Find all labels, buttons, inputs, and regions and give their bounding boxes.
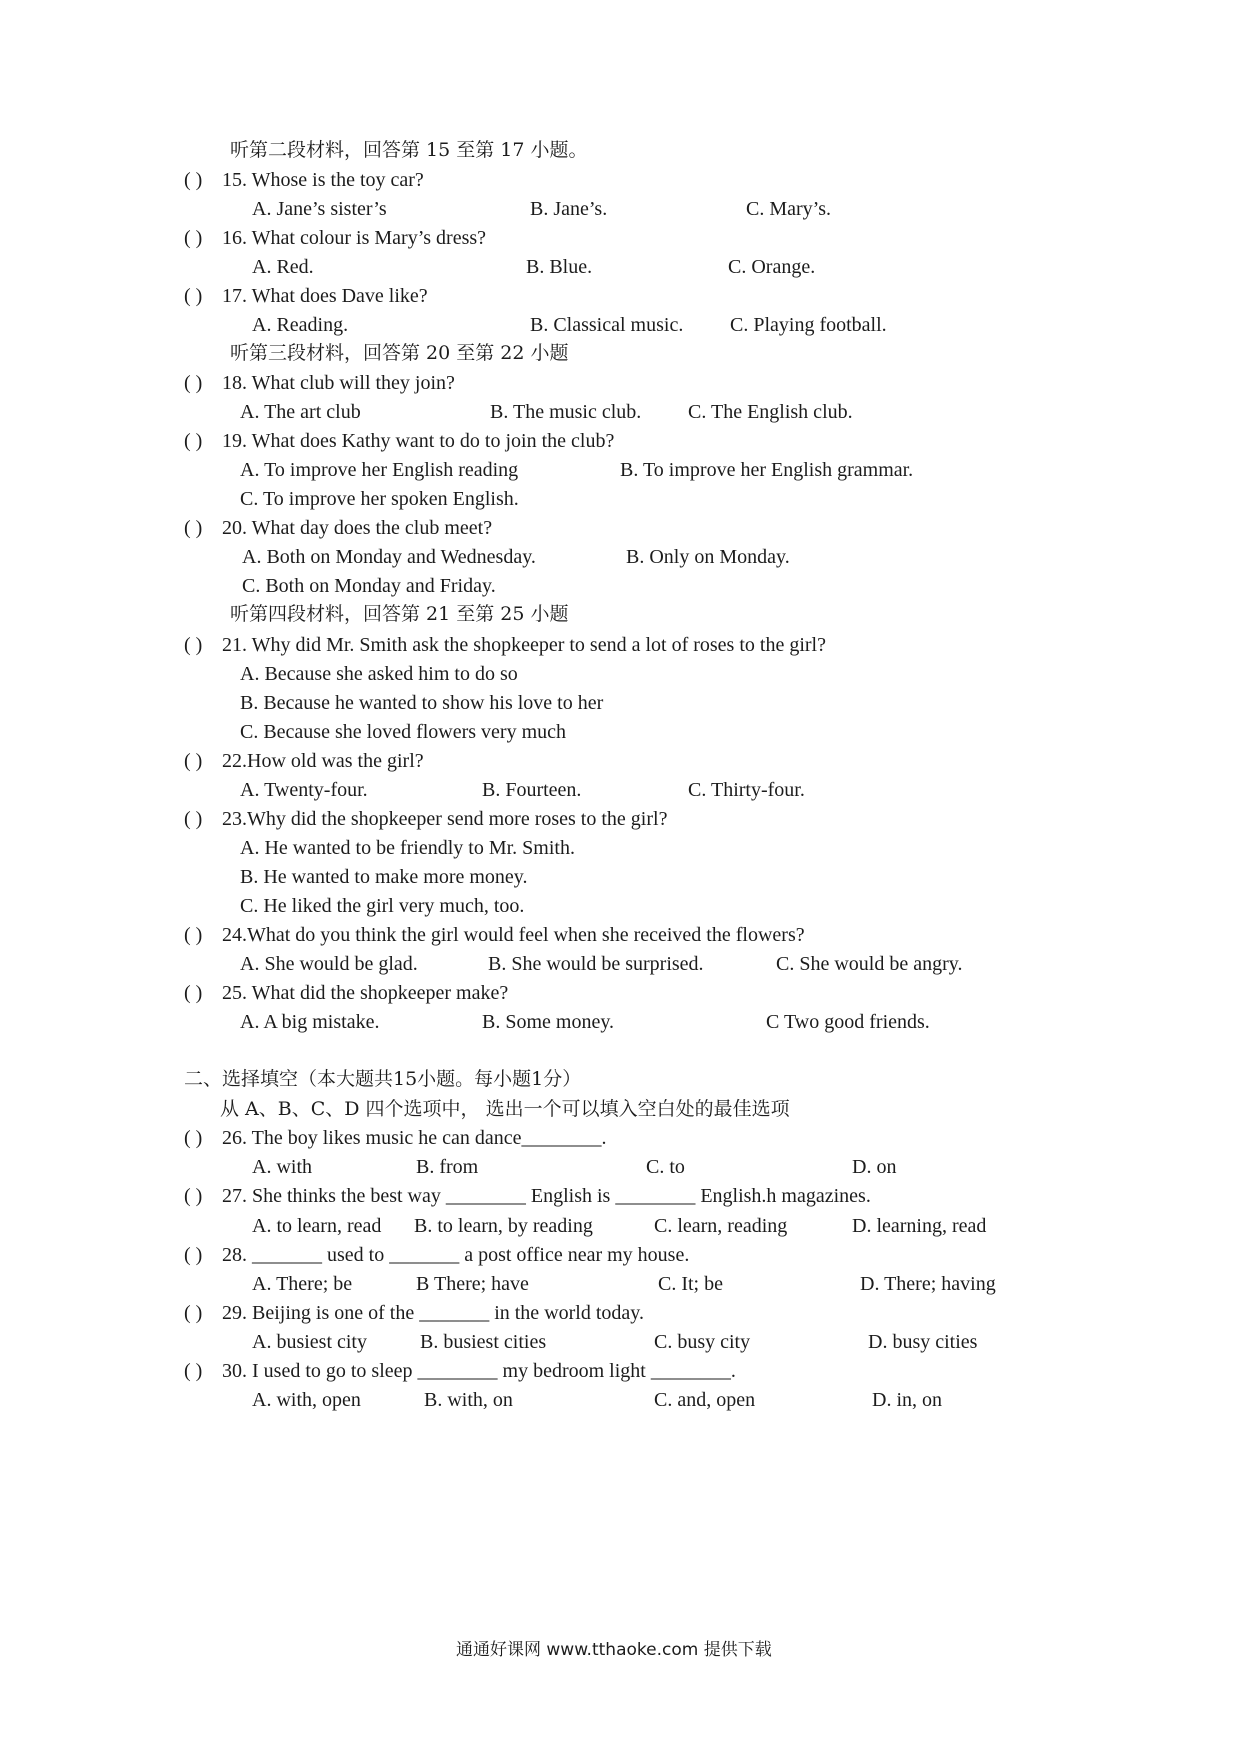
option-b: B. Fourteen. bbox=[482, 779, 582, 801]
question-text: 27. She thinks the best way ________ English is ________ English.h magazines. bbox=[222, 1185, 871, 1207]
section-heading-part3 bbox=[0, 338, 1240, 368]
option-a: A. Reading. bbox=[252, 314, 349, 336]
part2-title bbox=[0, 1064, 1240, 1094]
option-a: A. Jane’s sister’s bbox=[252, 198, 387, 220]
options-row bbox=[0, 484, 1240, 514]
options-row bbox=[0, 833, 1240, 863]
section-heading-part4 bbox=[0, 599, 1240, 629]
question-text: 23.Why did the shopkeeper send more roses to the girl? bbox=[222, 808, 668, 830]
option-b: B. Because he wanted to show his love to her bbox=[240, 692, 604, 714]
options-row bbox=[0, 571, 1240, 601]
footer-text: 通通好课网 www.tthaoke.com 提供下载 bbox=[456, 1640, 772, 1660]
option-a: A. There; be bbox=[252, 1273, 353, 1295]
option-b: B. To improve her English grammar. bbox=[620, 459, 914, 481]
question-row bbox=[0, 368, 1240, 398]
option-c: C. To improve her spoken English. bbox=[240, 488, 519, 510]
question-row bbox=[0, 920, 1240, 950]
options-row bbox=[0, 1152, 1240, 1182]
option-b: B. with, on bbox=[424, 1389, 513, 1411]
question-row bbox=[0, 1298, 1240, 1328]
option-b: B. He wanted to make more money. bbox=[240, 866, 528, 888]
options-row bbox=[0, 688, 1240, 718]
option-a: A. She would be glad. bbox=[240, 953, 418, 975]
option-a: A. Twenty-four. bbox=[240, 779, 368, 801]
options-row bbox=[0, 949, 1240, 979]
option-b: B. busiest cities bbox=[420, 1331, 547, 1353]
option-b: B. Only on Monday. bbox=[626, 546, 790, 568]
question-text: 19. What does Kathy want to do to join the club? bbox=[222, 430, 615, 452]
option-c: C. Orange. bbox=[728, 256, 816, 278]
question-row bbox=[0, 978, 1240, 1008]
option-c: C. learn, reading bbox=[654, 1215, 788, 1237]
answer-blank[interactable]: ( ) bbox=[184, 285, 203, 307]
answer-blank[interactable]: ( ) bbox=[184, 750, 203, 772]
options-row bbox=[0, 252, 1240, 282]
option-a: A. with, open bbox=[252, 1389, 361, 1411]
answer-blank[interactable]: ( ) bbox=[184, 227, 203, 249]
option-c: C. She would be angry. bbox=[776, 953, 963, 975]
options-row bbox=[0, 194, 1240, 224]
option-a: A. He wanted to be friendly to Mr. Smith. bbox=[240, 837, 575, 859]
question-text: 24.What do you think the girl would feel when she received the flowers? bbox=[222, 924, 805, 946]
option-b: B There; have bbox=[416, 1273, 529, 1295]
answer-blank[interactable]: ( ) bbox=[184, 1127, 203, 1149]
question-row bbox=[0, 513, 1240, 543]
option-a: A. with bbox=[252, 1156, 312, 1178]
question-text: 15. Whose is the toy car? bbox=[222, 169, 424, 191]
question-row bbox=[0, 746, 1240, 776]
option-c: C. It; be bbox=[658, 1273, 723, 1295]
option-c: C. Playing football. bbox=[730, 314, 887, 336]
option-d: D. on bbox=[852, 1156, 897, 1178]
option-a: A. A big mistake. bbox=[240, 1011, 380, 1033]
options-row bbox=[0, 891, 1240, 921]
options-row bbox=[0, 717, 1240, 747]
answer-blank[interactable]: ( ) bbox=[184, 169, 203, 191]
option-d: D. There; having bbox=[860, 1273, 996, 1295]
question-row bbox=[0, 223, 1240, 253]
option-b: B. Classical music. bbox=[530, 314, 684, 336]
options-row bbox=[0, 1385, 1240, 1415]
question-text: 16. What colour is Mary’s dress? bbox=[222, 227, 487, 249]
options-row bbox=[0, 397, 1240, 427]
option-c: C. and, open bbox=[654, 1389, 756, 1411]
options-row bbox=[0, 659, 1240, 689]
question-text: 28. _______ used to _______ a post office near my house. bbox=[222, 1244, 690, 1266]
option-d: D. busy cities bbox=[868, 1331, 978, 1353]
option-b: B. Some money. bbox=[482, 1011, 615, 1033]
option-a: A. The art club bbox=[240, 401, 361, 423]
question-row bbox=[0, 630, 1240, 660]
question-text: 22.How old was the girl? bbox=[222, 750, 424, 772]
question-row bbox=[0, 804, 1240, 834]
answer-blank[interactable]: ( ) bbox=[184, 982, 203, 1004]
page-footer bbox=[0, 1635, 1240, 1665]
option-a: A. Both on Monday and Wednesday. bbox=[242, 546, 536, 568]
option-c: C. busy city bbox=[654, 1331, 751, 1353]
option-c: C Two good friends. bbox=[766, 1011, 930, 1033]
question-text: 25. What did the shopkeeper make? bbox=[222, 982, 509, 1004]
answer-blank[interactable]: ( ) bbox=[184, 1302, 203, 1324]
option-b: B. She would be surprised. bbox=[488, 953, 704, 975]
part2-instructions-text: 从 A、B、C、D 四个选项中， 选出一个可以填入空白处的最佳选项 bbox=[220, 1098, 790, 1120]
option-c: C. The English club. bbox=[688, 401, 853, 423]
options-row bbox=[0, 542, 1240, 572]
option-b: B. to learn, by reading bbox=[414, 1215, 593, 1237]
options-row bbox=[0, 1007, 1240, 1037]
answer-blank[interactable]: ( ) bbox=[184, 1244, 203, 1266]
answer-blank[interactable]: ( ) bbox=[184, 808, 203, 830]
question-row bbox=[0, 1181, 1240, 1211]
section-heading-part2 bbox=[0, 135, 1240, 165]
option-a: A. Because she asked him to do so bbox=[240, 663, 518, 685]
option-c: C. to bbox=[646, 1156, 685, 1178]
question-row bbox=[0, 426, 1240, 456]
option-a: A. Red. bbox=[252, 256, 314, 278]
question-text: 21. Why did Mr. Smith ask the shopkeeper to send a lot of roses to the girl? bbox=[222, 634, 826, 656]
options-row bbox=[0, 1211, 1240, 1241]
options-row bbox=[0, 455, 1240, 485]
part2-instructions bbox=[0, 1094, 1240, 1124]
section-heading-text: 听第三段材料，回答第 20 至第 22 小题 bbox=[230, 342, 569, 364]
section-heading-text: 听第二段材料，回答第 15 至第 17 小题。 bbox=[230, 139, 588, 161]
option-c: C. Both on Monday and Friday. bbox=[242, 575, 496, 597]
options-row bbox=[0, 862, 1240, 892]
question-row bbox=[0, 281, 1240, 311]
option-a: A. to learn, read bbox=[252, 1215, 382, 1237]
part2-title-text: 二、选择填空（本大题共15小题。每小题1分） bbox=[184, 1068, 582, 1090]
option-b: B. from bbox=[416, 1156, 479, 1178]
question-text: 18. What club will they join? bbox=[222, 372, 455, 394]
section-heading-text: 听第四段材料，回答第 21 至第 25 小题 bbox=[230, 603, 569, 625]
question-text: 29. Beijing is one of the _______ in the world today. bbox=[222, 1302, 644, 1324]
answer-blank[interactable]: ( ) bbox=[184, 372, 203, 394]
option-c: C. He liked the girl very much, too. bbox=[240, 895, 525, 917]
option-a: A. To improve her English reading bbox=[240, 459, 519, 481]
options-row bbox=[0, 1269, 1240, 1299]
question-row bbox=[0, 165, 1240, 195]
option-b: B. The music club. bbox=[490, 401, 642, 423]
question-row bbox=[0, 1123, 1240, 1153]
question-row bbox=[0, 1240, 1240, 1270]
options-row bbox=[0, 775, 1240, 805]
option-c: C. Mary’s. bbox=[746, 198, 831, 220]
option-d: D. in, on bbox=[872, 1389, 942, 1411]
option-d: D. learning, read bbox=[852, 1215, 987, 1237]
question-text: 20. What day does the club meet? bbox=[222, 517, 493, 539]
question-row bbox=[0, 1356, 1240, 1386]
answer-blank[interactable]: ( ) bbox=[184, 634, 203, 656]
option-c: C. Because she loved flowers very much bbox=[240, 721, 567, 743]
option-a: A. busiest city bbox=[252, 1331, 367, 1353]
option-b: B. Jane’s. bbox=[530, 198, 608, 220]
answer-blank[interactable]: ( ) bbox=[184, 1185, 203, 1207]
answer-blank[interactable]: ( ) bbox=[184, 430, 203, 452]
option-b: B. Blue. bbox=[526, 256, 593, 278]
question-text: 26. The boy likes music he can dance________. bbox=[222, 1127, 607, 1149]
question-text: 17. What does Dave like? bbox=[222, 285, 428, 307]
answer-blank[interactable]: ( ) bbox=[184, 924, 203, 946]
answer-blank[interactable]: ( ) bbox=[184, 1360, 203, 1382]
question-text: 30. I used to go to sleep ________ my bedroom light ________. bbox=[222, 1360, 736, 1382]
option-c: C. Thirty-four. bbox=[688, 779, 805, 801]
options-row bbox=[0, 310, 1240, 340]
options-row bbox=[0, 1327, 1240, 1357]
answer-blank[interactable]: ( ) bbox=[184, 517, 203, 539]
